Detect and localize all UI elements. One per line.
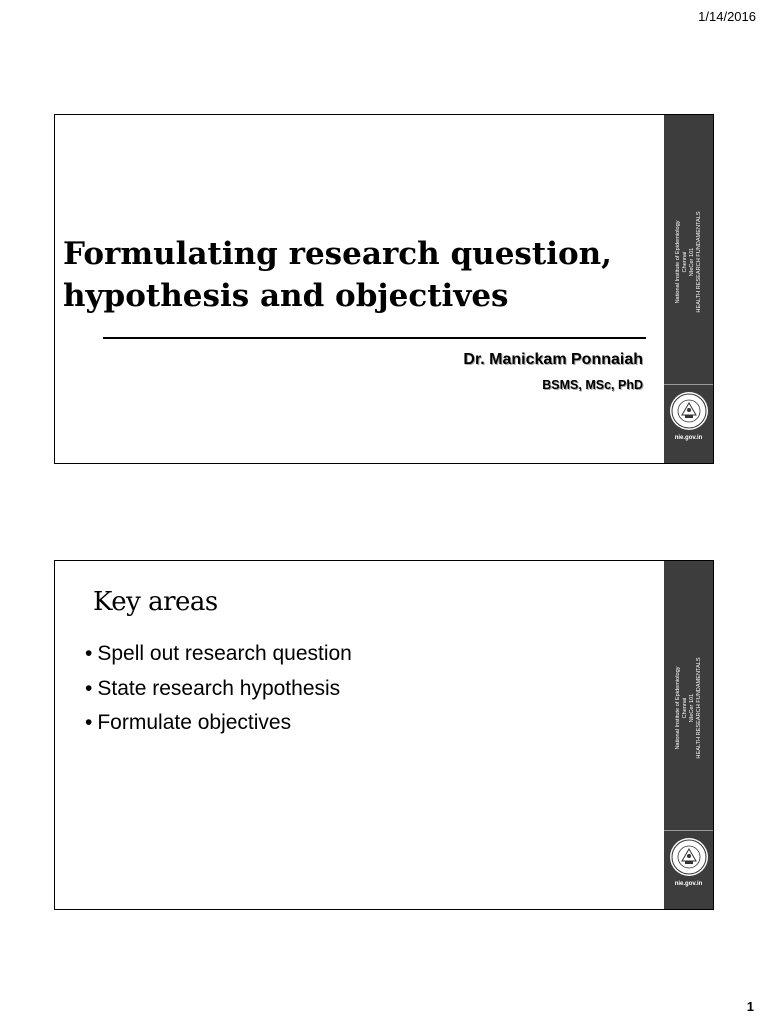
slide-sidebar	[664, 561, 713, 909]
author-name: Dr. Manickam Ponnaiah	[463, 351, 643, 368]
sidebar-line-city: Chennai	[681, 251, 688, 273]
slide-title-line-1: Formulating research question,	[63, 236, 612, 272]
page-date: 1/14/2016	[698, 9, 756, 24]
sidebar-line-city: Chennai	[681, 697, 688, 719]
key-areas-slide	[54, 560, 714, 910]
sidebar-line-institute: National Institute of Epidemiology	[674, 220, 681, 304]
title-slide	[54, 114, 714, 464]
site-url: nie.gov.in	[674, 881, 703, 887]
slide-heading: Key areas	[93, 587, 218, 617]
institute-seal-icon	[669, 391, 709, 431]
list-item: • Spell out research question	[85, 637, 352, 672]
sidebar-line-institute: National Institute of Epidemiology	[674, 666, 681, 750]
slide-title	[63, 233, 663, 317]
list-item: • State research hypothesis	[85, 672, 352, 707]
sidebar-caption	[675, 583, 703, 833]
sidebar-divider	[664, 830, 713, 831]
list-item: • Formulate objectives	[85, 706, 352, 741]
sidebar-caption	[675, 137, 703, 387]
slide-sidebar	[664, 115, 713, 463]
author-degrees: BSMS, MSc, PhD	[542, 378, 643, 392]
title-divider	[103, 337, 646, 339]
slide-title-line-2: hypothesis and objectives	[63, 278, 509, 314]
page-number: 1	[746, 999, 754, 1014]
sidebar-line-subject: HEALTH RESEARCH FUNDAMENTALS	[695, 657, 702, 759]
sidebar-line-subject: HEALTH RESEARCH FUNDAMENTALS	[695, 211, 702, 313]
site-url: nie.gov.in	[674, 435, 703, 441]
sidebar-line-course: NIeCer 101	[688, 247, 695, 277]
sidebar-line-course: NIeCer 101	[688, 693, 695, 723]
key-areas-list	[85, 637, 352, 741]
institute-seal-icon	[669, 837, 709, 877]
sidebar-divider	[664, 384, 713, 385]
